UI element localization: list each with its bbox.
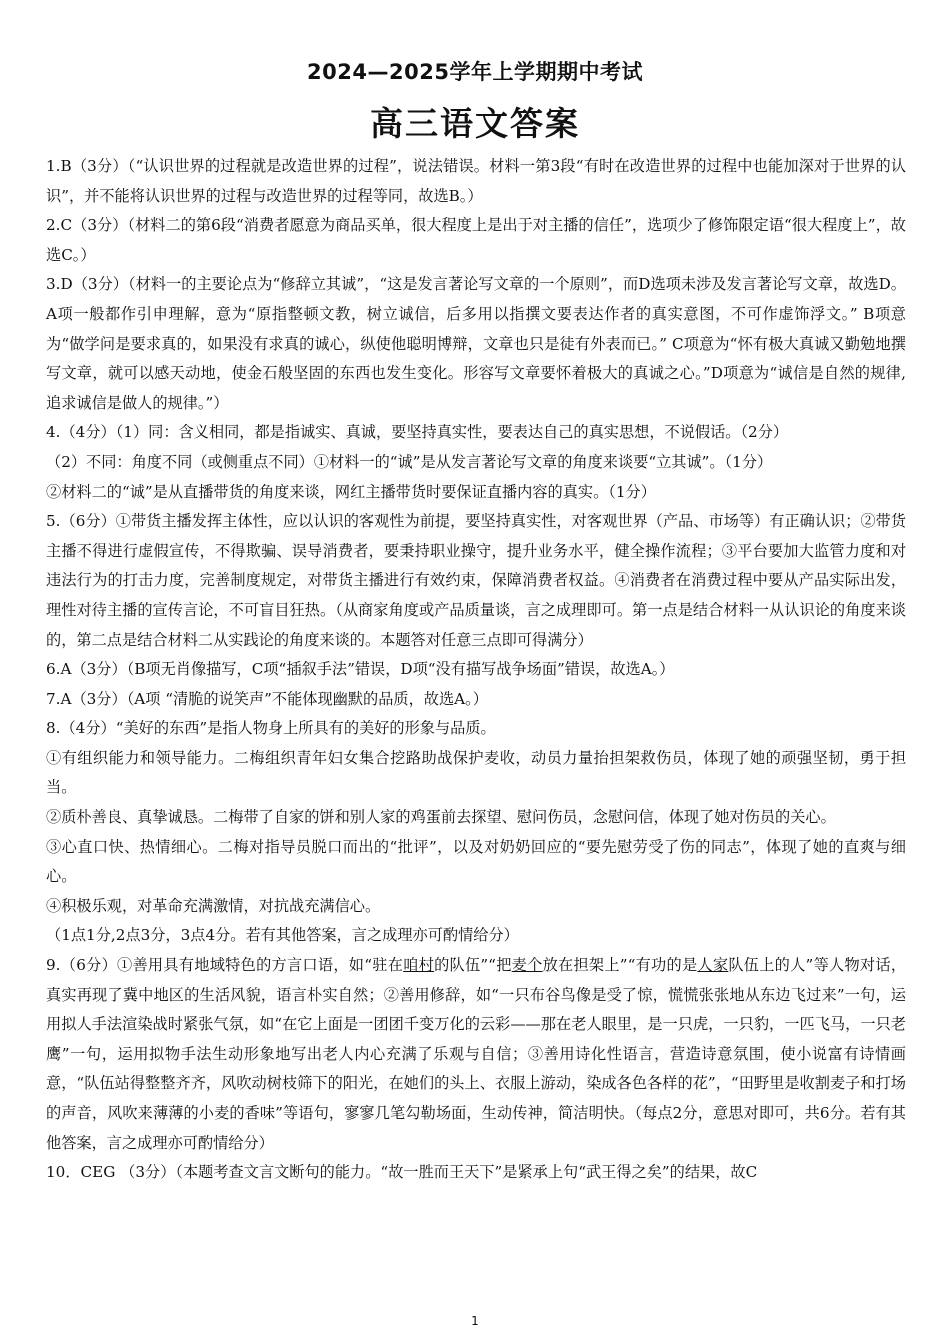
q9-underlined-1: 咱村 <box>403 956 435 975</box>
answer-q4-part2: （2）不同：角度不同（或侧重点不同）①材料一的“诚”是从发言著论写文章的角度来谈要“立其诚”。（1分） <box>46 452 773 471</box>
answer-q6: 6.A（3分）（B项无肖像描写，C项“插叙手法”错误，D项“没有描写战争场面”错误，故选A。） <box>46 660 675 679</box>
answer-q4-part3: ②材料二的“诚”是从直播带货的角度来谈，网红主播带货时要保证直播内容的真实。（1分） <box>46 482 656 501</box>
answer-q5: 5.（6分）①带货主播发挥主体性，应以认识的客观性为前提，要坚持真实性，对客观世界（产品、市场等）有正确认识；②带货主播不得进行虚假宣传，不得欺骗、误导消费者，要秉持职业操守，提升业务水平，健全操作流程；③平台要加大监管力度和对违法行为的打击力度，完善制度规定，对带货主播进行有效约束，保障消费者权益。④消费者在消费过程中要从产品实际出发，理性对待主播的宣传言论，不可盲目狂热。（从商家角度或产品质量谈，言之成理即可。第一点是结合材料一从认识论的角度来谈的，第二点是结合材料二从实践论的角度来谈的。本题答对任意三点即可得满分） <box>46 512 906 649</box>
answer-q8-point2: ②质朴善良、真挚诚恳。二梅带了自家的饼和别人家的鸡蛋前去探望、慰问伤员，念慰问信，体现了她对伤员的关心。 <box>46 808 836 827</box>
q9-text-1: 9.（6分）①善用具有地域特色的方言口语，如“驻在 <box>46 956 404 975</box>
q9-underlined-2: 麦个 <box>511 956 543 975</box>
q9-text-2: 的队伍”“把 <box>434 956 512 975</box>
answer-q3: 3.D（3分）（材料一的主要论点为“修辞立其诚”，“这是发言著论写文章的一个原则”，而D选项未涉及发言著论写文章，故选D。 A项一般都作引申理解，意为“原指整顿文教，树立诚信，后多用以指撰文要表达作者的真实意图，不可作虚饰浮文。” B项意为“做学问是要求真的，如果没有求真的诚心，纵使他聪明博辩，文章也只是徒有外表而已。” C项意为“怀有极大真诚又勤勉地撰写文章，就可以感天动地，使金石般坚固的东西也发生变化。形容写文章要怀着极大的真诚之心。”D项意为“诚信是自然的规律,追求诚信是做人的规律。”） <box>46 275 906 412</box>
q9-text-3: 放在担架上”“有功的是 <box>542 956 698 975</box>
answer-q7: 7.A（3分）（A项 “清脆的说笑声”不能体现幽默的品质，故选A。） <box>46 689 488 708</box>
answer-q2: 2.C（3分）（材料二的第6段“消费者愿意为商品买单，很大程度上是出于对主播的信任”，选项少了修饰限定语“很大程度上”，故选C。） <box>46 216 906 264</box>
q9-text-4: 队伍上的人”等人物对话，真实再现了冀中地区的生活风貌，语言朴实自然；②善用修辞，如“一只布谷鸟像是受了惊，慌慌张张地从东边飞过来”一句，运用拟人手法渲染战时紧张气氛，如“在它上面是一团团千变万化的云彩——那在老人眼里，是一只虎，一只豹，一匹飞马，一只老鹰”一句，运用拟物手法生动形象地写出老人内心充满了乐观与自信；③善用诗化性语言，营造诗意氛围，使小说富有诗情画意，“队伍站得整整齐齐，风吹动树枝筛下的阳光，在她们的头上、衣服上游动，染成各色各样的花”，“田野里是收割麦子和打场的声音，风吹来薄薄的小麦的香味”等语句，寥寥几笔勾勒场面，生动传神，简洁明快。（每点2分，意思对即可，共6分。若有其他答案，言之成理亦可酌情给分） <box>46 956 907 1152</box>
exam-title: 2024—2025学年上学期期中考试 <box>307 60 643 84</box>
answer-q8-point1: ①有组织能力和领导能力。二梅组织青年妇女集合挖路助战保护麦收，动员力量抬担架救伤员，体现了她的顽强坚韧，勇于担当。 <box>46 748 906 797</box>
answer-q8-scoring: （1点1分,2点3分，3点4分。若有其他答案，言之成理亦可酌情给分） <box>46 926 519 945</box>
page-number: 1 <box>471 1314 479 1328</box>
answer-q8-intro: 8.（4分）“美好的东西”是指人物身上所具有的美好的形象与品质。 <box>46 719 496 738</box>
document-title: 高三语文答案 <box>370 104 580 143</box>
q9-underlined-3: 人家 <box>697 956 729 975</box>
answer-q9 <box>46 951 906 1158</box>
answer-q10: 10．CEG （3分）（本题考查文言文断句的能力。“故一胜而王天下”是紧承上句“武王得之矣”的结果，故C <box>46 1163 758 1182</box>
answer-q1: 1.B（3分）（“认识世界的过程就是改造世界的过程”，说法错误。材料一第3段“有时在改造世界的过程中也能加深对于世界的认识”，并不能将认识世界的过程与改造世界的过程等同，故选B。） <box>46 157 906 205</box>
answer-q8-point4: ④积极乐观，对革命充满激情，对抗战充满信心。 <box>46 896 381 915</box>
answer-q8-point3: ③心直口快、热情细心。二梅对指导员脱口而出的“批评”，以及对奶奶回应的“要先慰劳受了伤的同志”，体现了她的直爽与细心。 <box>46 837 906 886</box>
answer-body <box>46 152 906 1188</box>
answer-q4-part1: 4.（4分）（1）同：含义相同，都是指诚实、真诚，要坚持真实性，要表达自己的真实思想，不说假话。（2分） <box>46 423 789 442</box>
